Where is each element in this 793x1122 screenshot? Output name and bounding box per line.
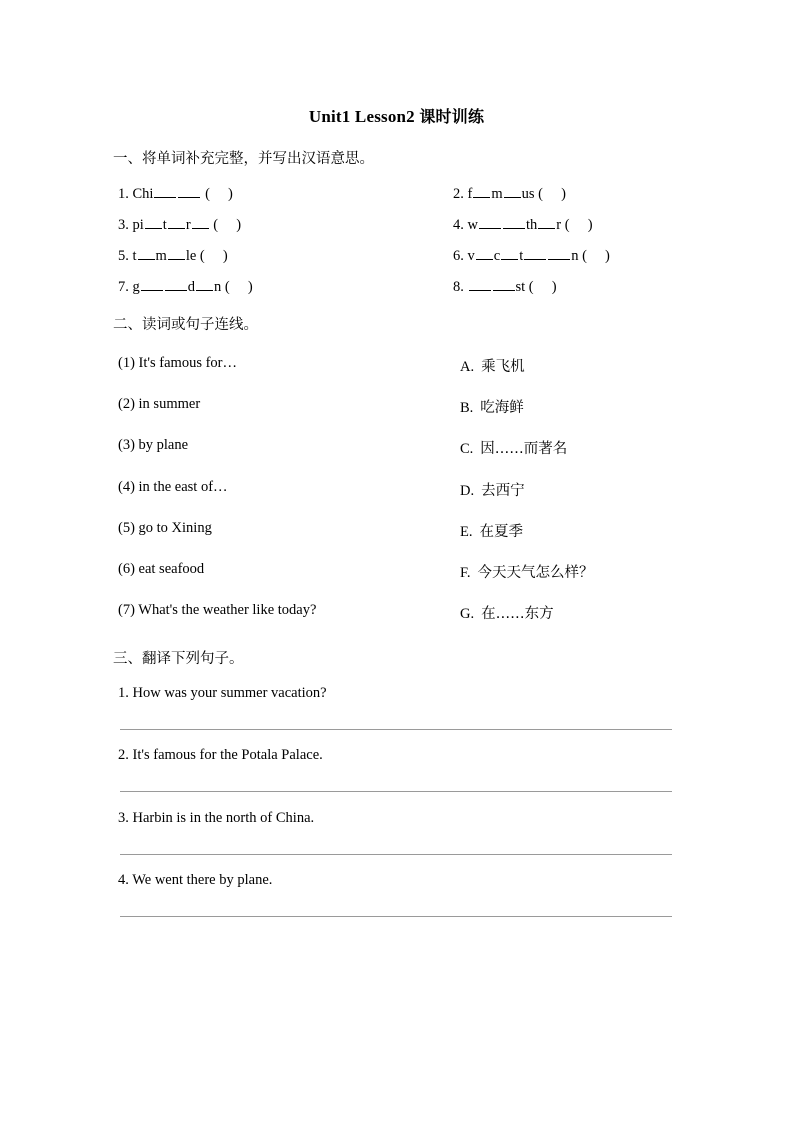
word-item-1-number: 1. <box>118 186 129 202</box>
blank[interactable] <box>165 277 187 291</box>
meaning-parens[interactable]: ( ) <box>538 186 566 202</box>
blank[interactable] <box>168 215 185 229</box>
section-3-heading: 三、翻译下列句子。 <box>113 651 244 667</box>
blank[interactable] <box>538 215 555 229</box>
match-right-item-b[interactable] <box>460 396 524 417</box>
blank[interactable] <box>168 246 185 260</box>
blank[interactable] <box>154 184 176 198</box>
match-text-f: 今天天气怎么样？ <box>477 564 594 581</box>
section-2-heading: 二、读词或句子连线。 <box>113 317 258 333</box>
word-item-6-mid2: t <box>519 248 524 264</box>
word-item-8-suffix: st <box>515 279 526 295</box>
match-right-item-c[interactable] <box>460 437 567 458</box>
word-item-2-number: 2. <box>453 186 464 202</box>
word-item-4 <box>453 215 593 234</box>
blank[interactable] <box>479 215 501 229</box>
match-row <box>0 355 793 396</box>
word-item-2-prefix: f <box>467 186 473 202</box>
answer-line[interactable] <box>120 854 672 855</box>
meaning-parens[interactable]: ( ) <box>205 186 233 202</box>
match-letter-g: G. <box>460 606 475 623</box>
match-letter-c: C. <box>460 441 474 458</box>
word-item-5 <box>118 246 228 265</box>
word-item-6-number: 6. <box>453 248 464 264</box>
translation-item <box>0 872 793 934</box>
blank[interactable] <box>473 184 490 198</box>
match-text-e: 在夏季 <box>479 523 523 540</box>
blank[interactable] <box>501 246 518 260</box>
word-item-4-prefix: w <box>467 217 478 233</box>
word-item-4-suffix: r <box>556 217 562 233</box>
answer-line[interactable] <box>120 916 672 917</box>
blank[interactable] <box>178 184 200 198</box>
match-left-item-7[interactable]: (7) What's the weather like today? <box>118 602 317 619</box>
word-item-7 <box>118 277 253 296</box>
word-item-7-suffix: n <box>214 279 222 295</box>
blank[interactable] <box>524 246 546 260</box>
word-item-1 <box>118 184 233 203</box>
match-text-a: 乘飞机 <box>481 359 525 375</box>
match-row <box>0 602 793 643</box>
section-1-heading: 一、将单词补充完整，并写出汉语意思。 <box>113 151 374 167</box>
meaning-parens[interactable]: ( ) <box>564 217 593 233</box>
blank[interactable] <box>145 215 162 229</box>
word-completion-grid <box>0 184 793 308</box>
blank[interactable] <box>141 277 163 291</box>
meaning-parens[interactable]: ( ) <box>213 217 242 233</box>
answer-line[interactable] <box>120 791 672 792</box>
blank[interactable] <box>548 246 570 260</box>
match-left-item-4[interactable]: (4) in the east of… <box>118 478 228 495</box>
word-item-1-prefix: Chi <box>132 186 154 202</box>
word-item-3-mid: t <box>162 217 167 233</box>
translation-item <box>0 747 793 809</box>
translation-item <box>0 685 793 747</box>
match-left-item-6[interactable]: (6) eat seafood <box>118 560 205 577</box>
word-item-3-prefix: pi <box>132 217 144 233</box>
word-item-5-prefix: t <box>132 248 137 264</box>
word-item-8 <box>453 277 557 296</box>
match-row <box>0 520 793 561</box>
meaning-parens[interactable]: ( ) <box>582 248 610 264</box>
blank[interactable] <box>469 277 491 291</box>
match-text-c: 因……而著名 <box>480 441 568 458</box>
word-item-7-mid: d <box>187 279 195 295</box>
match-row <box>0 561 793 602</box>
word-item-2-mid: m <box>491 186 503 202</box>
word-item-3-number: 3. <box>118 217 129 233</box>
match-row <box>0 396 793 437</box>
word-row <box>0 277 793 308</box>
word-item-6-suffix: n <box>571 248 579 264</box>
translation-exercise <box>0 685 793 935</box>
match-right-item-g[interactable] <box>460 602 554 623</box>
match-row <box>0 479 793 520</box>
word-item-3-mid2: r <box>185 217 191 233</box>
word-item-2-suffix: us <box>521 186 535 202</box>
translation-sentence-2: 2. It's famous for the Potala Palace. <box>118 747 323 764</box>
meaning-parens[interactable]: ( ) <box>199 248 228 264</box>
word-item-4-number: 4. <box>453 217 464 233</box>
page-title-english: Unit1 Lesson2 <box>308 107 420 126</box>
blank[interactable] <box>476 246 493 260</box>
meaning-parens[interactable]: ( ) <box>528 279 557 295</box>
translation-sentence-3: 3. Harbin is in the north of China. <box>118 809 315 826</box>
blank[interactable] <box>504 184 521 198</box>
match-left-item-5[interactable]: (5) go to Xining <box>118 519 212 536</box>
translation-sentence-1: 1. How was your summer vacation? <box>118 685 327 701</box>
translation-item <box>0 810 793 872</box>
match-text-g: 在……东方 <box>481 606 554 623</box>
page-title <box>0 104 793 127</box>
blank[interactable] <box>493 277 515 291</box>
match-letter-d: D. <box>460 482 475 499</box>
word-item-5-mid: m <box>155 248 167 264</box>
page-title-chinese: 课时训练 <box>419 107 485 126</box>
match-left-item-1[interactable]: (1) It's famous for… <box>118 355 237 371</box>
word-row <box>0 184 793 215</box>
match-letter-e: E. <box>460 523 473 540</box>
word-item-4-mid: th <box>525 217 538 233</box>
word-row <box>0 246 793 277</box>
match-right-item-d[interactable] <box>460 479 525 500</box>
blank[interactable] <box>138 246 155 260</box>
blank[interactable] <box>192 215 209 229</box>
word-item-6-prefix: v <box>467 248 475 264</box>
matching-exercise <box>0 355 793 643</box>
match-text-d: 去西宁 <box>481 482 525 499</box>
word-item-6 <box>453 246 610 265</box>
word-item-5-number: 5. <box>118 248 129 264</box>
blank[interactable] <box>503 215 525 229</box>
match-row <box>0 437 793 478</box>
match-left-item-2[interactable]: (2) in summer <box>118 396 201 413</box>
meaning-parens[interactable]: ( ) <box>224 279 253 295</box>
answer-line[interactable] <box>120 729 672 730</box>
match-letter-a: A. <box>460 359 475 375</box>
word-item-7-number: 7. <box>118 279 129 295</box>
word-item-7-prefix: g <box>132 279 140 295</box>
word-item-6-mid: c <box>493 248 501 264</box>
word-item-8-number: 8. <box>453 279 464 295</box>
match-text-b: 吃海鲜 <box>480 400 524 417</box>
translation-sentence-4: 4. We went there by plane. <box>118 872 273 889</box>
blank[interactable] <box>196 277 213 291</box>
match-letter-f: F. <box>460 564 471 581</box>
match-right-item-e[interactable] <box>460 520 523 541</box>
word-item-2 <box>453 184 566 203</box>
match-right-item-a[interactable] <box>460 355 525 376</box>
word-item-3 <box>118 215 241 234</box>
match-right-item-f[interactable] <box>460 561 594 582</box>
match-letter-b: B. <box>460 400 474 417</box>
word-row <box>0 215 793 246</box>
match-left-item-3[interactable]: (3) by plane <box>118 437 189 454</box>
word-item-5-suffix: le <box>185 248 197 264</box>
